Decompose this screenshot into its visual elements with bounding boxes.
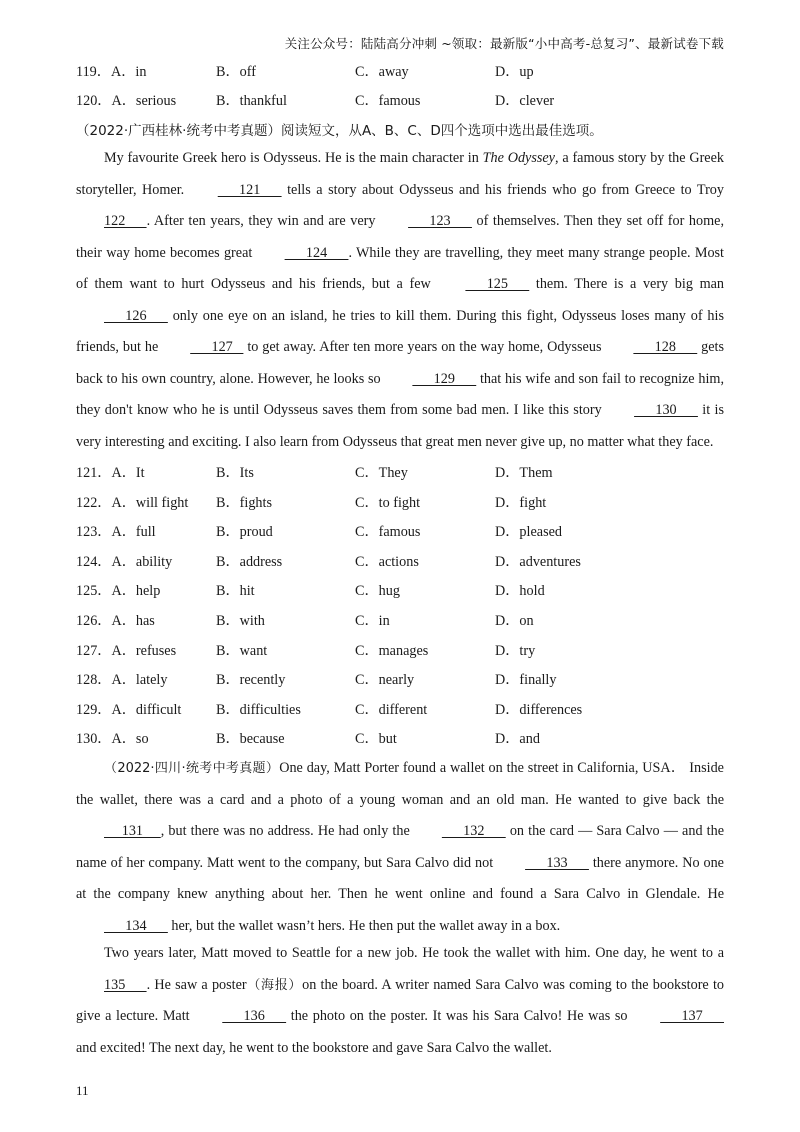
option-d: D．try: [495, 642, 536, 659]
option-a: [76, 670, 167, 690]
option-a-text: A．has: [111, 613, 155, 629]
option-c: C．to fight: [355, 494, 421, 511]
blank-131: 131: [104, 823, 161, 839]
option-a-text: A．will fight: [111, 494, 189, 511]
passage-odysseus: My favourite Greek hero is Odysseus. He is the main character in The Odyssey, a famous story by the Greek storyteller, Homer. 121 tells a story about Odysseus and his friends who go from Greece to Troy 122 . After ten years, they win and are very 123 of themselves. Then they set off for home, their way home becomes great 124 . While they are travelling, they meet many strange people. Most of them want to hurt Odysseus and his friends, but a few 125 them. There is a very big man 126 only one eye on an island, he tries to kill them. During this fight, Odysseus loses many of his friends, but he 127 to get away. After ten more years on the way home, Odysseus 128 gets back to his own country, alone. However, he looks so 129 that his wife and son fail to recognize him, they don't know who he is until Odysseus saves them from some bad men. I like this story 130 it is very interesting and exciting. I also learn from Odysseus that great men never give up, no matter what they face.: [76, 150, 725, 450]
blank-132: 132: [441, 823, 506, 839]
passage-wallet-p2: Two years later, Matt moved to Seattle for a new job. He took the wallet with him. One day, he went to a 135 . He saw a poster（海报）on the board. A writer named Sara Calvo was coming to the bookstore to give a lecture. Matt 136 the photo on the poster. It was his Sara Calvo! He was so 137 and excited! The next day, he went to the bookstore and gave Sara Calvo the wallet.: [76, 945, 724, 1056]
option-c: C．They: [355, 465, 408, 481]
question-number: 120．A．serious: [76, 93, 177, 109]
option-a: [76, 581, 160, 601]
question-number: 129．: [76, 701, 112, 718]
question-number: 121．: [76, 465, 112, 481]
option-d: D．finally: [495, 672, 557, 689]
question-number: 119．A．in: [76, 64, 147, 80]
option-d: D．clever: [495, 93, 555, 109]
passage-wallet-p1: （2022·四川·统考中考真题）One day, Matt Porter found a wallet on the street in California, USA． Inside the wallet, there was a card and a photo of a young woman and an old man. He wanted to give back the 131 , but there was no address. He had only the 132 on the card — Sara Calvo — and the name of her company. Matt went to the company, but Sara Calvo did not 133 there anymore. No one at the company knew anything about her. Then he went online and found a Sara Calvo in Glendale. He 134 her, but the wallet wasn’t hers. He then put the wallet away in a box.: [76, 753, 724, 942]
blank-129: 129: [412, 370, 477, 387]
blank-126: 126: [104, 307, 168, 324]
blank-124: 124: [284, 244, 349, 261]
blank-135: 135: [104, 976, 147, 993]
option-b: B．want: [216, 642, 268, 659]
option-d: D．differences: [495, 701, 583, 718]
blank-123: 123: [408, 213, 472, 229]
option-b: B．because: [216, 731, 285, 748]
option-b: B．address: [216, 553, 283, 570]
blank-127: 127: [190, 339, 244, 355]
question-number: 125．: [76, 583, 112, 600]
section-intro-guilin: （2022·广西桂林·统考中考真题）阅读短文，从A、B、C、D四个选项中选出最佳选项。: [76, 123, 603, 139]
question-number: 123．: [76, 524, 112, 541]
option-c: C．famous: [355, 524, 421, 541]
option-b: B．Its: [216, 465, 254, 481]
option-c: C．but: [355, 731, 397, 748]
option-c: C．actions: [355, 553, 419, 570]
option-a: [76, 463, 145, 483]
option-b: B．recently: [216, 672, 286, 689]
blank-133: 133: [525, 854, 589, 871]
page-header: 关注公众号：陆陆高分冲刺 ~领取：最新版“小中高考-总复习”、最新试卷下载: [284, 36, 724, 51]
option-c: C．different: [355, 701, 428, 718]
blank-137: 137: [660, 1008, 724, 1024]
option-c: C．famous: [355, 93, 421, 109]
option-d: D．hold: [495, 583, 545, 600]
option-a: [76, 729, 149, 749]
option-a: [76, 552, 172, 572]
option-a: [76, 611, 155, 631]
question-number: 128．: [76, 672, 112, 689]
page-number: 11: [76, 1083, 89, 1098]
option-a-text: A．difficult: [111, 701, 182, 718]
option-b: B．difficulties: [216, 701, 301, 718]
option-d: D．up: [495, 64, 534, 80]
question-number: 130．: [76, 731, 112, 748]
option-d: D．on: [495, 613, 534, 629]
option-b: B．with: [216, 613, 265, 629]
option-b: B．fights: [216, 494, 272, 511]
option-a-text: A．refuses: [111, 642, 177, 659]
option-b: B．thankful: [216, 93, 287, 109]
poster-gloss: （海报）: [246, 977, 303, 993]
option-a: [76, 641, 176, 661]
option-b: B．hit: [216, 583, 255, 600]
option-a-text: A．It: [111, 465, 145, 481]
question-number: 126．: [76, 613, 112, 629]
option-c: C．in: [355, 613, 390, 629]
blank-125: 125: [465, 276, 530, 292]
blank-128: 128: [633, 339, 698, 355]
blank-130: 130: [634, 402, 698, 418]
option-a-text: A．lately: [111, 672, 168, 689]
option-c: C．away: [355, 64, 409, 80]
option-c: C．hug: [355, 583, 400, 600]
blank-122: 122: [104, 213, 147, 229]
option-d: D．Them: [495, 465, 553, 481]
blank-136: 136: [222, 1008, 287, 1024]
option-a: [76, 700, 181, 720]
option-a-text: A．help: [111, 583, 161, 600]
option-d: D．fight: [495, 494, 547, 511]
option-c: C．nearly: [355, 672, 415, 689]
blank-134: 134: [104, 917, 168, 934]
option-c: C．manages: [355, 642, 429, 659]
question-number: 127．: [76, 642, 112, 659]
book-title: The Odyssey: [482, 150, 555, 166]
option-a: [76, 493, 188, 513]
option-a-text: A．full: [111, 524, 156, 541]
option-a-text: A．so: [111, 731, 149, 748]
option-d: D．and: [495, 731, 540, 748]
option-b: B．proud: [216, 524, 273, 541]
option-d: D．pleased: [495, 524, 562, 541]
option-b: B．off: [216, 64, 256, 80]
option-a: [76, 522, 156, 542]
blank-121: 121: [217, 181, 282, 198]
option-a-text: A．ability: [111, 553, 173, 570]
option-d: D．adventures: [495, 553, 581, 570]
question-number: 122．: [76, 494, 112, 511]
question-number: 124．: [76, 553, 112, 570]
